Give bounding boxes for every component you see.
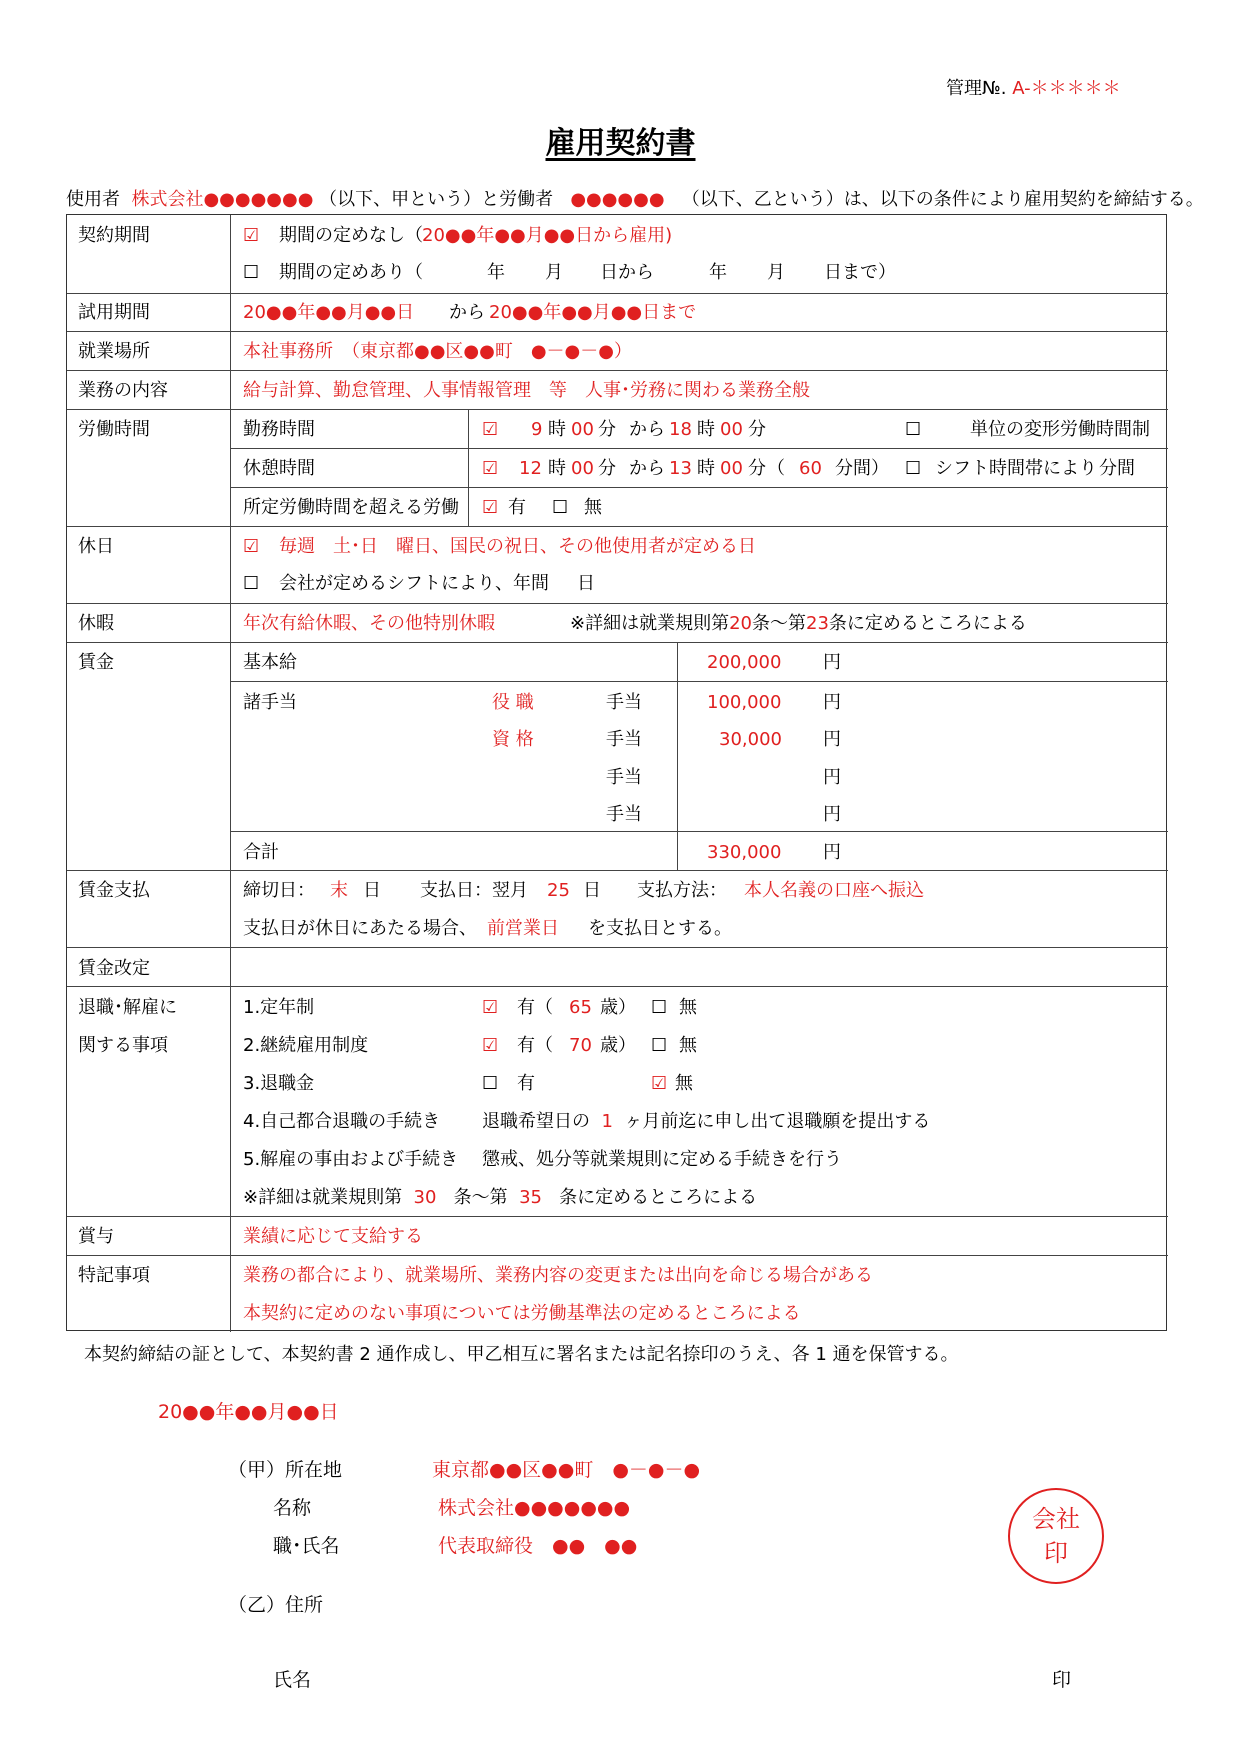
- leave-label: 休暇: [78, 613, 114, 634]
- resignation-text-b: ヶ月前迄に申し出て退職願を提出する: [624, 1111, 931, 1132]
- shift-break-unit: 分間: [1099, 458, 1135, 479]
- checked-box-icon: ☑: [651, 1073, 668, 1094]
- hour-unit: 時: [697, 419, 715, 440]
- page-title-text: 雇用契約書: [545, 126, 696, 161]
- allowance-unit: 手当: [606, 729, 642, 750]
- leave-note-a: ※詳細は就業規則第: [570, 613, 730, 634]
- break-minutes: 60: [799, 458, 822, 479]
- retirement-note: [243, 1187, 757, 1209]
- work-end-hour: 18: [669, 419, 692, 440]
- holiday-pay-suffix: を支払日とする。: [588, 918, 732, 939]
- row-divider: [67, 870, 1168, 871]
- hour-unit: 時: [548, 458, 566, 479]
- row-divider: [67, 986, 1168, 987]
- holiday-label: 休日: [78, 536, 114, 557]
- severance-no: 無: [675, 1073, 693, 1094]
- work-start-hour: 9: [531, 419, 543, 440]
- row-divider: [67, 642, 1168, 643]
- break-time-label: 休憩時間: [243, 458, 315, 479]
- dismissal-item: 5.解雇の事由および手続き: [243, 1149, 459, 1170]
- checked-box-icon: ☑: [482, 1035, 499, 1056]
- seal-text-line-1: 会社: [1032, 1505, 1080, 1533]
- row-divider: [67, 293, 1168, 294]
- label-column-divider: [230, 215, 231, 1332]
- allowance-1-value: 100,000: [707, 692, 782, 713]
- allowance-unit: 手当: [606, 767, 642, 788]
- voluntary-resignation-text: [482, 1111, 930, 1133]
- overtime-label: 所定労働時間を超える労働: [243, 497, 459, 518]
- row-divider: [67, 1216, 1168, 1217]
- unchecked-box-icon: ☐: [243, 573, 260, 594]
- retire-note-from: 30: [413, 1187, 437, 1208]
- party-a-address-label: （甲）所在地: [228, 1459, 343, 1481]
- no-fixed-term-text: 期間の定めなし（: [279, 225, 423, 246]
- checked-box-icon: ☑: [243, 225, 260, 246]
- break-end-hour: 13: [669, 458, 692, 479]
- checked-box-icon: ☑: [243, 536, 260, 557]
- signing-date: 20●●年●●月●●日: [158, 1401, 339, 1423]
- retire-note-c: 条に定めるところによる: [559, 1187, 758, 1208]
- break-start-hour: 12: [519, 458, 542, 479]
- allowance-unit: 手当: [606, 804, 642, 825]
- unchecked-box-icon: ☐: [905, 458, 922, 479]
- holiday-pay-text: 支払日が休日にあたる場合、: [243, 918, 477, 939]
- worker-name: ●●●●●●: [570, 189, 665, 210]
- allowance-unit: 手当: [606, 692, 642, 713]
- intro-part-2: （以下、甲という）と労働者: [319, 189, 554, 210]
- workplace-value: 本社事務所 （東京都●●区●●町 ●－●－●）: [243, 341, 632, 362]
- leave-note-c: 条に定めるところによる: [828, 613, 1027, 634]
- pay-method-label: 支払方法：: [637, 880, 727, 901]
- dismissal-text: 懲戒、処分等就業規則に定める手続きを行う: [482, 1149, 842, 1170]
- hour-unit: 時: [697, 458, 715, 479]
- party-a-title-label: 職･氏名: [273, 1535, 340, 1557]
- row-divider: [67, 603, 1168, 604]
- wage-column-divider: [677, 642, 678, 870]
- wage-revision-label: 賃金改定: [78, 958, 150, 979]
- management-number: [946, 74, 1121, 100]
- pay-method-value: 本人名義の口座へ振込: [744, 880, 924, 901]
- leave-note-from: 20: [729, 613, 752, 634]
- closing-statement: 本契約締結の証として、本契約書 2 通作成し、甲乙相互に署名または記名捺印のうえ、各 1 通を保管する。: [84, 1344, 959, 1365]
- fixed-term-day-1: 日から: [600, 262, 654, 283]
- closing-day-label: 締切日：: [243, 880, 315, 901]
- leave-note-to: 23: [806, 613, 829, 634]
- unchecked-box-icon: ☐: [552, 497, 569, 518]
- row-divider: [67, 370, 1168, 371]
- allowance-2-value: 30,000: [719, 729, 782, 750]
- special-notes-label: 特記事項: [78, 1265, 150, 1286]
- contract-period-label: 契約期間: [78, 225, 150, 246]
- continued-employment-no: 無: [679, 1035, 697, 1056]
- shift-break-text: シフト時間帯により: [935, 458, 1097, 479]
- work-time-label: 勤務時間: [243, 419, 315, 440]
- leave-value: 年次有給休暇、その他特別休暇: [243, 613, 495, 634]
- checked-box-icon: ☑: [482, 997, 499, 1018]
- unchecked-box-icon: ☐: [482, 1073, 499, 1094]
- row-divider: [230, 448, 1168, 449]
- overtime-no: 無: [584, 497, 602, 518]
- row-divider: [230, 487, 1168, 488]
- workplace-label: 就業場所: [78, 341, 150, 362]
- resignation-months: 1: [601, 1111, 613, 1132]
- unchecked-box-icon: ☐: [651, 997, 668, 1018]
- party-a-name-label: 名称: [273, 1497, 312, 1519]
- retirement-label-line-1: 退職･解雇に: [78, 997, 177, 1018]
- base-salary-value: 200,000: [707, 652, 782, 673]
- total-value: 330,000: [707, 842, 782, 863]
- trial-start-date: 20●●年●●月●●日: [243, 302, 415, 323]
- party-a-address: 東京都●●区●●町 ●－●－●: [432, 1459, 701, 1481]
- total-label: 合計: [243, 842, 279, 863]
- trial-from-text: から: [449, 302, 485, 323]
- minute-unit: 分: [748, 458, 766, 479]
- age-unit: 歳）: [600, 1035, 636, 1056]
- fixed-term-day-2: 日まで）: [824, 262, 896, 283]
- fixed-term-year-1: 年: [487, 262, 505, 283]
- job-content-label: 業務の内容: [78, 380, 168, 401]
- break-end-minute: 00: [720, 458, 743, 479]
- retire-note-to: 35: [519, 1187, 542, 1208]
- holiday-pay-value: 前営業日: [487, 918, 559, 939]
- bonus-label: 賞与: [78, 1226, 114, 1247]
- resignation-text-a: 退職希望日の: [482, 1111, 590, 1132]
- hour-unit: 時: [548, 419, 566, 440]
- from-text: から: [629, 419, 665, 440]
- yen-unit: 円: [823, 804, 841, 825]
- party-a-representative: 代表取締役 ●● ●●: [438, 1535, 638, 1557]
- party-b-name-label: 氏名: [273, 1669, 312, 1691]
- paren-open: （: [767, 458, 785, 479]
- row-divider: [230, 681, 1168, 682]
- retirement-age-value: 65: [569, 997, 592, 1018]
- row-divider: [67, 1255, 1168, 1256]
- unchecked-box-icon: ☐: [905, 419, 922, 440]
- break-start-minute: 00: [571, 458, 594, 479]
- checked-box-icon: ☑: [482, 458, 499, 479]
- age-unit: 歳）: [600, 997, 636, 1018]
- shift-holiday-unit: 日: [577, 573, 595, 594]
- variable-hours-text: 単位の変形労働時間制: [970, 419, 1150, 440]
- pay-day-value: 25: [547, 880, 570, 901]
- fixed-term-month-2: 月: [767, 262, 785, 283]
- unchecked-box-icon: ☐: [651, 1035, 668, 1056]
- page-title: [0, 118, 1241, 162]
- payment-label: 賃金支払: [78, 880, 150, 901]
- contract-table: [66, 214, 1167, 1331]
- employment-start-date: 20●●年●●月●●日から雇用): [422, 225, 673, 246]
- party-b-address-label: （乙）住所: [228, 1594, 324, 1616]
- bonus-value: 業績に応じて支給する: [243, 1226, 423, 1247]
- row-divider: [230, 831, 1168, 832]
- fixed-term-text: 期間の定めあり（: [279, 262, 423, 283]
- continued-employment-age: 70: [569, 1035, 592, 1056]
- day-unit: 日: [363, 880, 381, 901]
- row-divider: [67, 947, 1168, 948]
- seal-text-line-2: 印: [1044, 1539, 1068, 1567]
- hours-column-divider: [468, 409, 469, 526]
- employer-name: 株式会社●●●●●●●: [131, 189, 314, 210]
- intro-part-3: （以下、乙という）は、以下の条件により雇用契約を締結する。: [681, 189, 1204, 210]
- work-end-minute: 00: [720, 419, 743, 440]
- special-note-1: 業務の都合により、就業場所、業務内容の変更または出向を命じる場合がある: [243, 1265, 873, 1286]
- leave-note-b: 条～第: [752, 613, 806, 634]
- retirement-age-yes: 有（: [517, 997, 553, 1018]
- management-number-label: 管理№.: [946, 78, 1007, 99]
- retirement-age-item: 1.定年制: [243, 997, 315, 1018]
- party-a-name: 株式会社●●●●●●●: [438, 1497, 631, 1519]
- yen-unit: 円: [823, 842, 841, 863]
- closing-day-value: 末: [330, 880, 348, 901]
- fixed-term-month-1: 月: [545, 262, 563, 283]
- checked-box-icon: ☑: [482, 497, 499, 518]
- row-divider: [67, 409, 1168, 410]
- job-content-value: 給与計算、勤怠管理、人事情報管理 等 人事･労務に関わる業務全般: [243, 380, 810, 401]
- work-start-minute: 00: [571, 419, 594, 440]
- retirement-label-line-2: 関する事項: [78, 1035, 168, 1056]
- allowance-1-name: 役 職: [492, 692, 534, 713]
- wage-label: 賃金: [78, 652, 114, 673]
- yen-unit: 円: [823, 729, 841, 750]
- severance-item: 3.退職金: [243, 1073, 315, 1094]
- yen-unit: 円: [823, 652, 841, 673]
- continued-employment-yes: 有（: [517, 1035, 553, 1056]
- special-note-2: 本契約に定めのない事項については労働基準法の定めるところによる: [243, 1303, 801, 1324]
- retire-note-a: ※詳細は就業規則第: [243, 1187, 403, 1208]
- allowances-label: 諸手当: [243, 692, 297, 713]
- minute-unit: 分: [748, 419, 766, 440]
- row-divider: [67, 331, 1168, 332]
- trial-period-label: 試用期間: [78, 302, 150, 323]
- continued-employment-item: 2.継続雇用制度: [243, 1035, 369, 1056]
- severance-yes: 有: [517, 1073, 535, 1094]
- day-unit: 日: [583, 880, 601, 901]
- yen-unit: 円: [823, 767, 841, 788]
- leave-note: [570, 613, 1027, 635]
- party-b-seal-mark: 印: [1052, 1669, 1072, 1691]
- pay-day-label: 支払日：翌月: [420, 880, 528, 901]
- trial-end-date: 20●●年●●月●●日まで: [489, 302, 697, 323]
- unchecked-box-icon: ☐: [243, 262, 260, 283]
- row-divider: [67, 526, 1168, 527]
- voluntary-resignation-item: 4.自己都合退職の手続き: [243, 1111, 441, 1132]
- retirement-age-no: 無: [679, 997, 697, 1018]
- allowance-2-name: 資 格: [492, 729, 534, 750]
- shift-holiday-text: 会社が定めるシフトにより、年間: [279, 573, 549, 594]
- break-minutes-unit: 分間）: [835, 458, 889, 479]
- working-hours-label: 労働時間: [78, 419, 150, 440]
- checked-box-icon: ☑: [482, 419, 499, 440]
- company-seal-icon: [1008, 1488, 1104, 1584]
- intro-part-1: 使用者: [66, 189, 120, 210]
- retire-note-b: 条～第: [453, 1187, 508, 1208]
- fixed-term-year-2: 年: [709, 262, 727, 283]
- intro-sentence: [66, 185, 1204, 211]
- weekly-holiday-text: 毎週 土･日 曜日、国民の祝日、その他使用者が定める日: [279, 536, 756, 557]
- from-text: から: [629, 458, 665, 479]
- yen-unit: 円: [823, 692, 841, 713]
- minute-unit: 分: [598, 458, 616, 479]
- minute-unit: 分: [598, 419, 616, 440]
- management-number-value: A-＊＊＊＊＊: [1012, 78, 1121, 99]
- base-salary-label: 基本給: [243, 652, 297, 673]
- overtime-yes: 有: [508, 497, 526, 518]
